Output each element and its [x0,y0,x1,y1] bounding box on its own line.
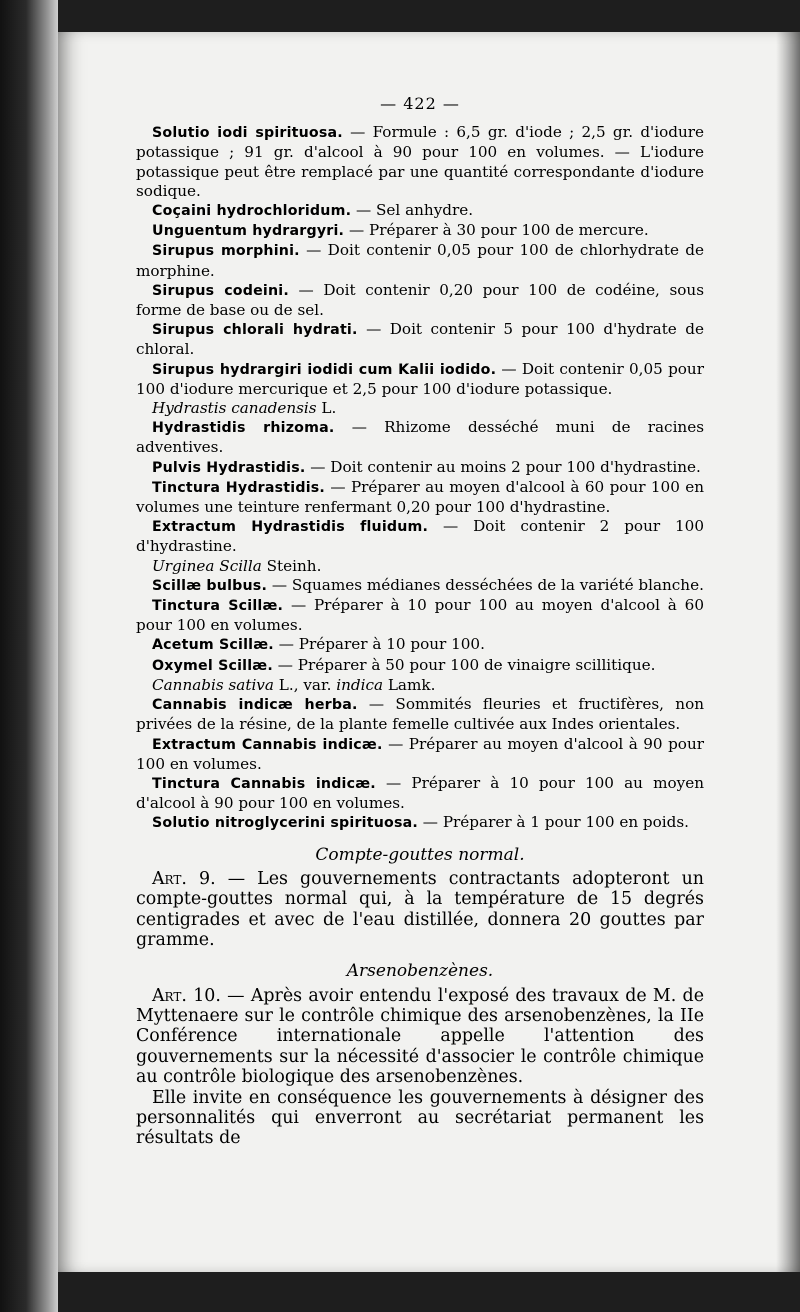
entry-text: — Squames médianes desséchées de la variété blanche. [267,575,704,594]
entry [136,517,704,556]
entry-term: Tinctura Scillæ. [152,598,284,615]
entry-text: — Préparer au moyen d'alcool à 90 pour 100 en volumes. [136,734,704,773]
entry-text: — Doit contenir au moins 2 pour 100 d'hydrastine. [305,457,701,476]
entry-term: Cannabis indicæ herba. [152,697,358,714]
entry-text: — Préparer au moyen d'alcool à 60 pour 100 en volumes une teinture renfermant 0,20 pour 100 d'hydrastine. [136,477,705,517]
entry-term: Extractum Hydrastidis fluidum. [152,519,429,536]
entry [136,281,704,320]
entry-term: Scillæ bulbus. [152,577,268,594]
entry [136,241,704,280]
entry-text: — Sel anhydre. [351,201,474,220]
entry [136,813,704,833]
entry [136,221,704,241]
entry-species: Urginea Scilla [152,556,262,575]
section-heading-arsenobenzenes: Arsenobenzènes. [346,961,494,982]
entry-species-variety: indica [336,675,384,694]
entry [136,478,704,517]
entry [136,576,704,596]
entry-term: Sirupus morphini. [152,243,300,260]
entry [136,360,704,399]
entry [136,320,704,359]
entry-text: — Doit contenir 5 pour 100 d'hydrate de chloral. [136,320,704,359]
entry-term: Sirupus hydrargiri iodidi cum Kalii iodido. [152,361,497,378]
entry-term: Tinctura Cannabis indicæ. [152,775,376,792]
article-text: — Après avoir entendu l'exposé des travaux de M. de Myttenaere sur le contrôle chimique des arsenobenzènes, la IIe Conférence internationale appelle l'attention des gouvernements sur la nécessité d'associer le contrôle chimique au contrôle biologique des arsenobenzènes. [136,985,704,1088]
entry-species: Cannabis sativa [152,675,274,694]
entry-term: Extractum Cannabis indicæ. [152,736,383,753]
page-number: — 422 — [380,94,460,113]
entry [136,635,704,655]
entry-text: — Doit contenir 0,20 pour 100 de codéine, sous forme de base ou de sel. [136,280,705,320]
entry-text: — Préparer à 10 pour 100 au moyen d'alcool à 60 pour 100 en volumes. [136,596,705,635]
entry-text: — Doit contenir 0,05 pour 100 d'iodure mercurique et 2,5 pour 100 d'iodure potassique. [136,359,704,398]
entry-text: — Doit contenir 2 pour 100 d'hydrastine. [136,517,704,556]
section-heading-compte-gouttes: Compte-gouttes normal. [315,844,525,865]
entry-text: — Formule : 6,5 gr. d'iode ; 2,5 gr. d'iodure potassique ; 91 gr. d'alcool à 90 pour 100 en volumes. — L'iodure potassique peut être remplacé par une quantité correspondante d'iodure sodique. [136,123,704,200]
entry-term: Acetum Scillæ. [152,637,274,654]
entry-term: Solutio iodi spirituosa. [152,125,343,142]
entry-term: Tinctura Hydrastidis. [152,479,325,496]
entry-text: L., var. [273,675,337,694]
article-10-continued: Elle invite en conséquence les gouvernements à désigner des personnalités qui enverront au secrétariat permanent les résultats de [136,1087,704,1149]
entry-term: Unguentum hydrargyri. [152,223,345,240]
pharmacopoeia-entries [136,123,704,833]
entry [136,399,704,418]
entry [136,418,704,457]
page-edge-shadow [776,32,800,1272]
entry-text: — Préparer à 50 pour 100 de vinaigre scillitique. [272,655,656,674]
article-label: Art. 10. [152,985,221,1006]
article-9 [136,869,704,951]
entry-term: Sirupus chlorali hydrati. [152,322,358,339]
entry-term: Hydrastidis rhizoma. [152,420,335,437]
entry [136,458,704,478]
entry-text: — Préparer à 10 pour 100 au moyen d'alcool à 90 pour 100 en volumes. [136,773,704,813]
entry-term: Pulvis Hydrastidis. [152,459,306,476]
entry-term: Solutio nitroglycerini spirituosa. [152,815,418,832]
entry-species: Hydrastis canadensis [152,399,317,418]
entry-text: L. [316,399,337,418]
entry [136,695,704,734]
entry [136,201,704,221]
entry [136,557,704,576]
entry-text: — Préparer à 30 pour 100 de mercure. [344,221,649,240]
entry-text: — Préparer à 10 pour 100. [273,635,485,654]
entry-term: Oxymel Scillæ. [152,657,273,674]
book-spine-shadow [0,0,58,1312]
entry-text: — Préparer à 1 pour 100 en poids. [417,813,689,832]
entry-text: — Sommités fleuries et fructifères, non privées de la résine, de la plante femelle cultivée aux Indes orientales. [136,695,704,734]
entry-text: Steinh. [261,556,322,575]
entry [136,735,704,774]
entry [136,596,704,635]
article-label: Art. 9. [152,868,216,889]
entry-text: Lamk. [383,675,436,694]
entry-term: Coçaini hydrochloridum. [152,203,352,220]
entry-term: Sirupus codeini. [152,282,289,299]
entry [136,676,704,695]
entry-text: — Doit contenir 0,05 pour 100 de chlorhydrate de morphine. [136,241,704,280]
entry [136,656,704,676]
entry [136,774,704,813]
article-text: — Les gouvernements contractants adopteront un compte-gouttes normal qui, à la température de 15 degrés centigrades et avec de l'eau distillée, donnera 20 gouttes par gramme. [136,868,704,950]
page-content [136,94,704,1149]
entry-text: — Rhizome desséché muni de racines adventives. [136,418,704,457]
entry [136,123,704,201]
article-10 [136,986,704,1088]
